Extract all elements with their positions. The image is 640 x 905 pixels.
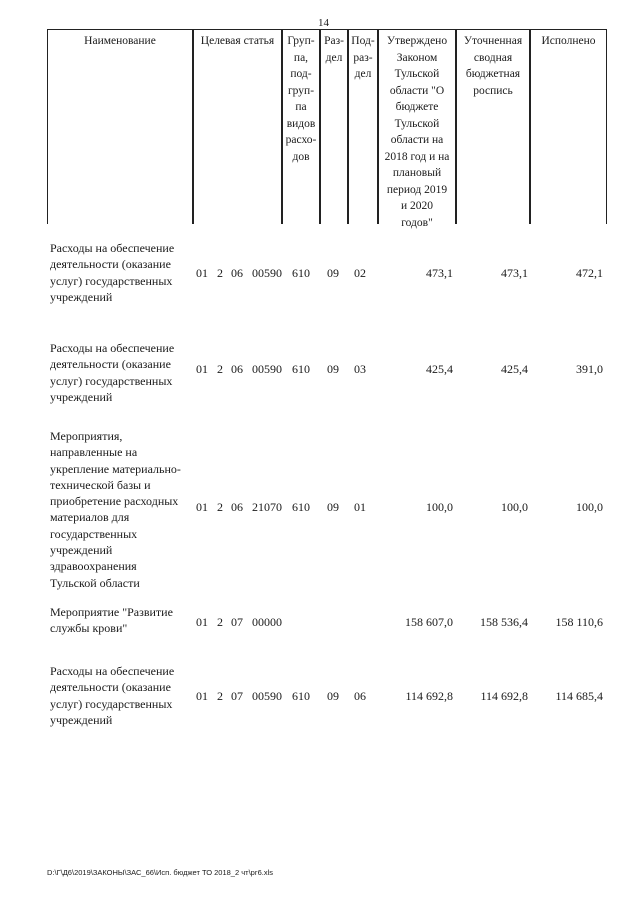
row-2-name: Расходы на обеспечение деятельности (оказание услуг) государственных учреждений	[50, 341, 175, 404]
header-name: Наименование	[47, 29, 193, 224]
row-3-code-3: 21070	[252, 500, 282, 514]
row-5-name: Расходы на обеспечение деятельности (оказание услуг) государственных учреждений	[50, 664, 175, 727]
header-approved: Утверждено Законом Тульской области "О бюджете Тульской области на 2018 год и на плановый период 2019 и 2020 годов"	[378, 29, 456, 224]
row-4-approved: 158 607,0	[405, 615, 453, 629]
row-3-section: 09	[327, 500, 339, 514]
row-5-section: 09	[327, 689, 339, 703]
row-3-code-2: 06	[231, 500, 243, 514]
row-1-refined: 473,1	[501, 266, 528, 280]
row-3-subsection: 01	[354, 500, 366, 514]
row-4-code-2: 07	[231, 615, 243, 629]
row-2-refined: 425,4	[501, 362, 528, 376]
row-1-code-0: 01	[196, 266, 208, 280]
row-2-group: 610	[292, 362, 310, 376]
row-1-executed: 472,1	[576, 266, 603, 280]
row-2-section: 09	[327, 362, 339, 376]
row-2-code-0: 01	[196, 362, 208, 376]
row-2-code-2: 06	[231, 362, 243, 376]
row-5-code-0: 01	[196, 689, 208, 703]
header-refined: Уточненная сводная бюджетная роспись	[456, 29, 530, 224]
row-3-group: 610	[292, 500, 310, 514]
row-3-code-1: 2	[217, 500, 223, 514]
row-4-name: Мероприятие "Развитие службы крови"	[50, 605, 173, 636]
row-3-approved: 100,0	[426, 500, 453, 514]
row-1-code-3: 00590	[252, 266, 282, 280]
header-section: Раз- дел	[320, 29, 348, 224]
row-5-code-3: 00590	[252, 689, 282, 703]
row-2-approved: 425,4	[426, 362, 453, 376]
row-2-code-1: 2	[217, 362, 223, 376]
row-4-code-1: 2	[217, 615, 223, 629]
row-5-subsection: 06	[354, 689, 366, 703]
row-1-code-2: 06	[231, 266, 243, 280]
row-5-approved: 114 692,8	[405, 689, 453, 703]
row-3-refined: 100,0	[501, 500, 528, 514]
page-number: 14	[318, 17, 329, 29]
row-2-subsection: 03	[354, 362, 366, 376]
header-executed: Исполнено	[530, 29, 607, 224]
row-5-code-1: 2	[217, 689, 223, 703]
row-1-group: 610	[292, 266, 310, 280]
row-4-refined: 158 536,4	[480, 615, 528, 629]
row-1-approved: 473,1	[426, 266, 453, 280]
row-4-code-0: 01	[196, 615, 208, 629]
row-5-code-2: 07	[231, 689, 243, 703]
header-group: Груп- па, под- груп- па видов расхо- дов	[282, 29, 320, 224]
header-subsection: Под- раз- дел	[348, 29, 378, 224]
row-1-name: Расходы на обеспечение деятельности (оказание услуг) государственных учреждений	[50, 241, 175, 304]
row-1-code-1: 2	[217, 266, 223, 280]
row-5-refined: 114 692,8	[480, 689, 528, 703]
row-5-executed: 114 685,4	[555, 689, 603, 703]
row-2-code-3: 00590	[252, 362, 282, 376]
row-5-group: 610	[292, 689, 310, 703]
row-3-code-0: 01	[196, 500, 208, 514]
row-2-executed: 391,0	[576, 362, 603, 376]
row-3-executed: 100,0	[576, 500, 603, 514]
row-1-subsection: 02	[354, 266, 366, 280]
row-1-section: 09	[327, 266, 339, 280]
header-target: Целевая статья	[193, 29, 282, 224]
row-4-executed: 158 110,6	[555, 615, 603, 629]
row-3-name: Мероприятия, направленные на укрепление материально- технической базы и приобретение расходных материалов для государственных учреждений здравоохранения Тульской области	[50, 429, 181, 590]
row-4-code-3: 00000	[252, 615, 282, 629]
file-path-footer: D:\Г\Д6\2019\ЗАКОНЫ\ЗАС_66\Исп. бюджет ТО 2018_2 чт\рг6.xls	[47, 868, 273, 877]
